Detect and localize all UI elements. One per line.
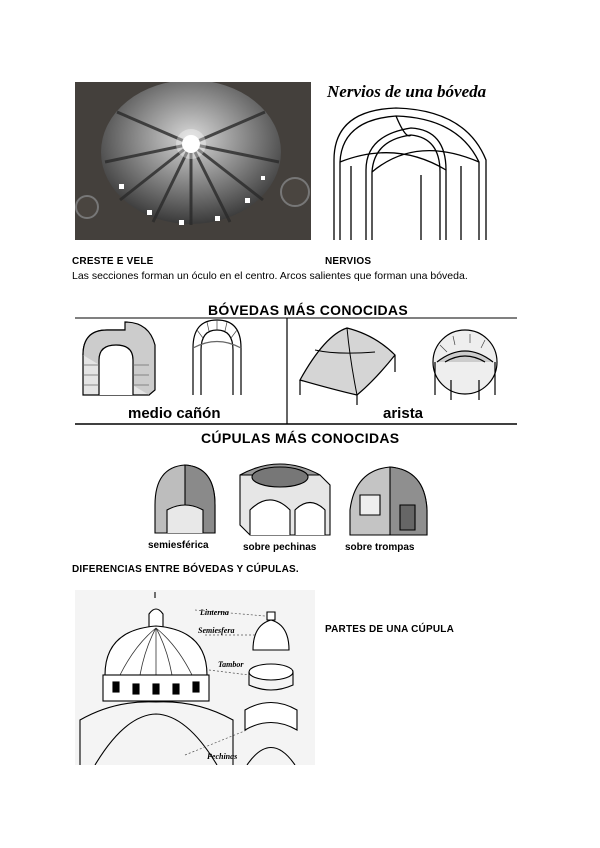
vaults-heading: BÓVEDAS MÁS CONOCIDAS [208,302,408,318]
label-pendentives-part: Pechinas [207,752,238,761]
label-semispherical: semiesférica [148,540,209,551]
differences-heading: DIFERENCIAS ENTRE BÓVEDAS Y CÚPULAS. [72,564,299,575]
left-caption: CRESTE E VELE [72,256,154,267]
ribs-title: Nervios de una bóveda [327,82,487,101]
parts-title: PARTES DE UNA CÚPULA [325,624,455,635]
label-drum: Tambor [218,660,244,669]
domes-drawings [145,455,435,540]
label-groin-vault: arista [383,405,424,422]
description: Las secciones forman un óculo en el centro. Arcos salientes que forman una bóveda. [72,270,468,282]
label-squinches: sobre trompas [345,542,415,553]
label-pendentives: sobre pechinas [243,542,317,553]
rib-vault-drawing [326,100,496,242]
right-caption: NERVIOS [325,256,372,267]
domes-heading: CÚPULAS MÁS CONOCIDAS [201,430,400,446]
label-hemisphere: Semiesfera [198,626,235,635]
label-lantern: Linterna [200,608,229,617]
label-barrel-vault: medio cañón [128,405,221,422]
dome-parts-illustration [75,590,315,765]
dome-interior-photo [75,82,311,240]
